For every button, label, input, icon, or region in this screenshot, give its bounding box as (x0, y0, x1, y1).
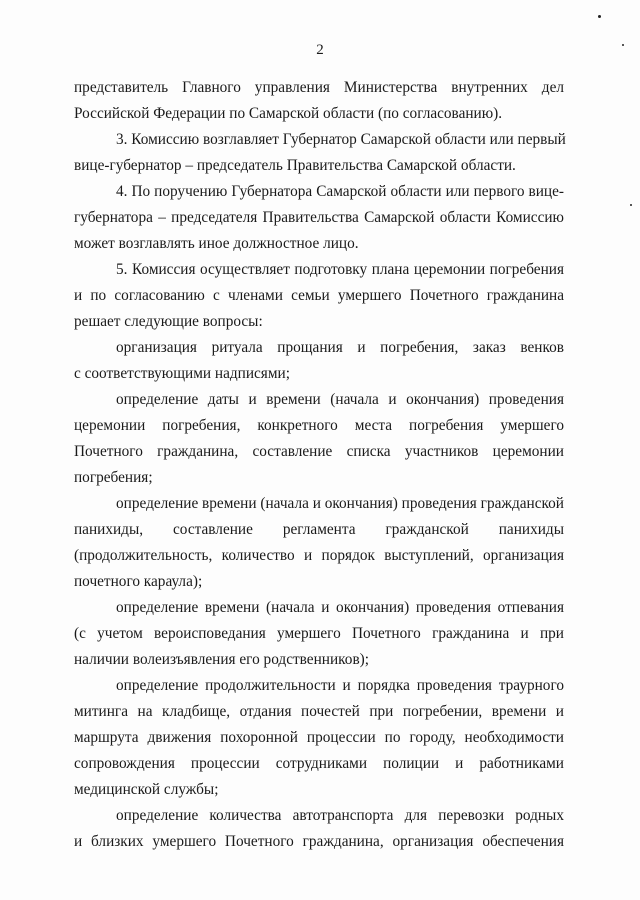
text-line: наличии волеизъявления его родственников); (74, 651, 370, 668)
text-line: и близких умершего Почетного гражданина, организация обеспечения (74, 833, 564, 850)
text-line: панихиды, составление регламента гражданской панихиды (74, 521, 564, 538)
text-line: определение количества автотранспорта для перевозки родных (116, 807, 564, 824)
paragraph (74, 179, 564, 257)
text-line: губернатора – председателя Правительства Самарской области Комиссию (74, 209, 564, 226)
text-line: 3. Комиссию возглавляет Губернатор Самарской области или первый (116, 131, 566, 148)
text-line: определение продолжительности и порядка проведения траурного (116, 677, 564, 694)
document-body (74, 75, 564, 855)
text-line: вице-губернатор – председатель Правительства Самарской области. (74, 157, 516, 174)
paragraph (74, 257, 564, 335)
text-line: маршрута движения похоронной процессии по городу, необходимости (74, 729, 564, 746)
text-line: (с учетом вероисповедания умершего Почетного гражданина и при (74, 625, 564, 642)
text-line: митинга на кладбище, отдания почестей при погребении, времени и (74, 703, 564, 720)
text-line: Почетного гражданина, составление списка участников церемонии (74, 443, 564, 460)
page-number: 2 (316, 42, 324, 58)
paragraph (74, 491, 564, 595)
text-line: представитель Главного управления Министерства внутренних дел (74, 79, 564, 96)
text-line: определение времени (начала и окончания) проведения гражданской (116, 495, 564, 512)
scan-speck (630, 204, 632, 206)
text-line: 4. По поручению Губернатора Самарской области или первого вице- (116, 183, 564, 200)
text-line: с соответствующими надписями; (74, 365, 290, 382)
text-line: может возглавлять иное должностное лицо. (74, 235, 359, 252)
text-line: почетного караула); (74, 573, 203, 590)
text-line: организация ритуала прощания и погребения, заказ венков (116, 339, 564, 356)
paragraph (74, 673, 564, 803)
scan-speck (598, 15, 601, 18)
text-line: и по согласованию с членами семьи умершего Почетного гражданина (74, 287, 564, 304)
text-line: 5. Комиссия осуществляет подготовку плана церемонии погребения (116, 261, 564, 278)
paragraph (74, 127, 564, 179)
text-line: определение даты и времени (начала и окончания) проведения (116, 391, 564, 408)
text-line: сопровождения процессии сотрудниками полиции и работниками (74, 755, 564, 772)
scan-speck (622, 44, 624, 46)
paragraph (74, 75, 564, 127)
paragraph (74, 803, 564, 855)
paragraph (74, 335, 564, 387)
text-line: (продолжительность, количество и порядок выступлений, организация (74, 547, 564, 564)
text-line: церемонии погребения, конкретного места погребения умершего (74, 417, 564, 434)
text-line: погребения; (74, 469, 153, 486)
text-line: медицинской службы; (74, 781, 219, 798)
text-line: решает следующие вопросы: (74, 313, 263, 330)
paragraph (74, 595, 564, 673)
text-line: определение времени (начала и окончания) проведения отпевания (116, 599, 564, 616)
paragraph (74, 387, 564, 491)
text-line: Российской Федерации по Самарской области (по согласованию). (74, 105, 503, 122)
